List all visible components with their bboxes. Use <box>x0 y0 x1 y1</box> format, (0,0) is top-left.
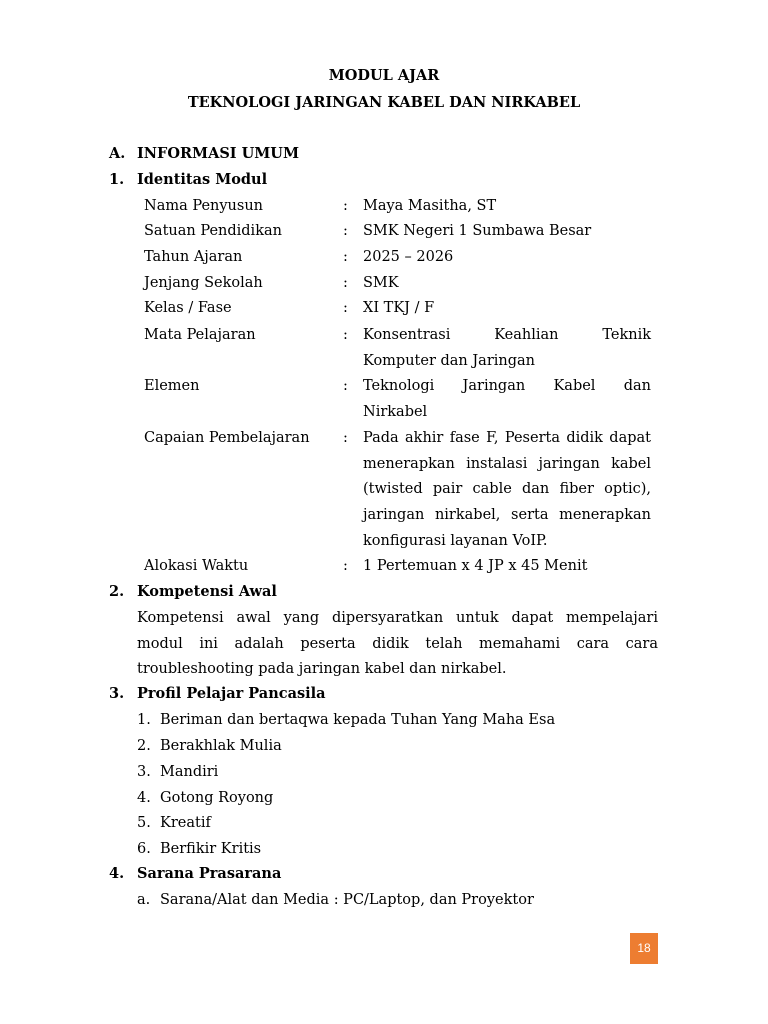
identitas-label: Nama Penyusun <box>144 198 264 214</box>
identitas-label: Satuan Pendidikan <box>144 223 282 239</box>
identitas-sep: : <box>343 275 348 291</box>
identitas-label: Tahun Ajaran <box>144 249 243 265</box>
identitas-value: Konsentrasi Keahlian Teknik <box>363 327 651 343</box>
identitas-value: jaringan nirkabel, serta menerapkan <box>363 507 651 523</box>
identitas-label: Jenjang Sekolah <box>144 275 263 291</box>
identitas-title: Identitas Modul <box>137 171 268 188</box>
identitas-label: Mata Pelajaran <box>144 327 256 343</box>
profil-title: Profil Pelajar Pancasila <box>137 685 326 702</box>
identitas-value: Maya Masitha, ST <box>363 198 497 214</box>
list-item: Beriman dan bertaqwa kepada Tuhan Yang Maha Esa <box>160 712 556 728</box>
identitas-sep: : <box>343 223 348 239</box>
list-item-number: 2. <box>137 738 151 754</box>
profil-marker: 3. <box>109 685 125 702</box>
identitas-value: SMK <box>363 275 399 291</box>
identitas-value: (twisted pair cable dan fiber optic), <box>363 481 651 497</box>
identitas-marker: 1. <box>109 171 125 188</box>
identitas-value: 2025 – 2026 <box>363 249 454 265</box>
sarana-marker: 4. <box>109 865 125 882</box>
identitas-label: Elemen <box>144 378 200 394</box>
page-number: 18 <box>630 933 658 964</box>
identitas-value: Komputer dan Jaringan <box>363 353 535 369</box>
identitas-sep: : <box>343 198 348 214</box>
list-item-number: 5. <box>137 815 151 831</box>
list-item: Sarana/Alat dan Media : PC/Laptop, dan Proyektor <box>160 892 534 908</box>
kompetensi-line: Kompetensi awal yang dipersyaratkan untuk dapat mempelajari <box>137 610 658 626</box>
section-a-marker: A. <box>109 145 126 162</box>
list-item-number: 3. <box>137 764 151 780</box>
identitas-sep: : <box>343 558 348 574</box>
list-item-number: 1. <box>137 712 151 728</box>
identitas-label: Kelas / Fase <box>144 300 232 316</box>
identitas-value: Teknologi Jaringan Kabel dan <box>363 378 651 394</box>
identitas-value: konfigurasi layanan VoIP. <box>363 533 548 549</box>
identitas-label: Alokasi Waktu <box>144 558 249 574</box>
identitas-value: menerapkan instalasi jaringan kabel <box>363 456 651 472</box>
identitas-sep: : <box>343 327 348 343</box>
kompetensi-line: modul ini adalah peserta didik telah memahami cara cara <box>137 636 658 652</box>
list-item: Berfikir Kritis <box>160 841 262 857</box>
list-item: Gotong Royong <box>160 790 274 806</box>
identitas-value: 1 Pertemuan x 4 JP x 45 Menit <box>363 558 588 574</box>
section-a-title: INFORMASI UMUM <box>137 145 300 162</box>
list-item-number: a. <box>137 892 151 908</box>
identitas-sep: : <box>343 430 348 446</box>
identitas-value: XI TKJ / F <box>363 300 435 316</box>
identitas-value: Pada akhir fase F, Peserta didik dapat <box>363 430 651 446</box>
kompetensi-title: Kompetensi Awal <box>137 583 277 600</box>
identitas-value: SMK Negeri 1 Sumbawa Besar <box>363 223 592 239</box>
list-item-number: 4. <box>137 790 151 806</box>
list-item-number: 6. <box>137 841 151 857</box>
list-item: Berakhlak Mulia <box>160 738 282 754</box>
list-item: Mandiri <box>160 764 219 780</box>
sarana-title: Sarana Prasarana <box>137 865 282 882</box>
document-title: MODUL AJAR <box>328 67 440 84</box>
kompetensi-marker: 2. <box>109 583 125 600</box>
identitas-sep: : <box>343 300 348 316</box>
document-subtitle: TEKNOLOGI JARINGAN KABEL DAN NIRKABEL <box>187 94 581 111</box>
identitas-label: Capaian Pembelajaran <box>144 430 310 446</box>
identitas-value: Nirkabel <box>363 404 428 420</box>
identitas-sep: : <box>343 378 348 394</box>
list-item: Kreatif <box>160 815 211 831</box>
identitas-sep: : <box>343 249 348 265</box>
kompetensi-line: troubleshooting pada jaringan kabel dan nirkabel. <box>137 661 507 677</box>
